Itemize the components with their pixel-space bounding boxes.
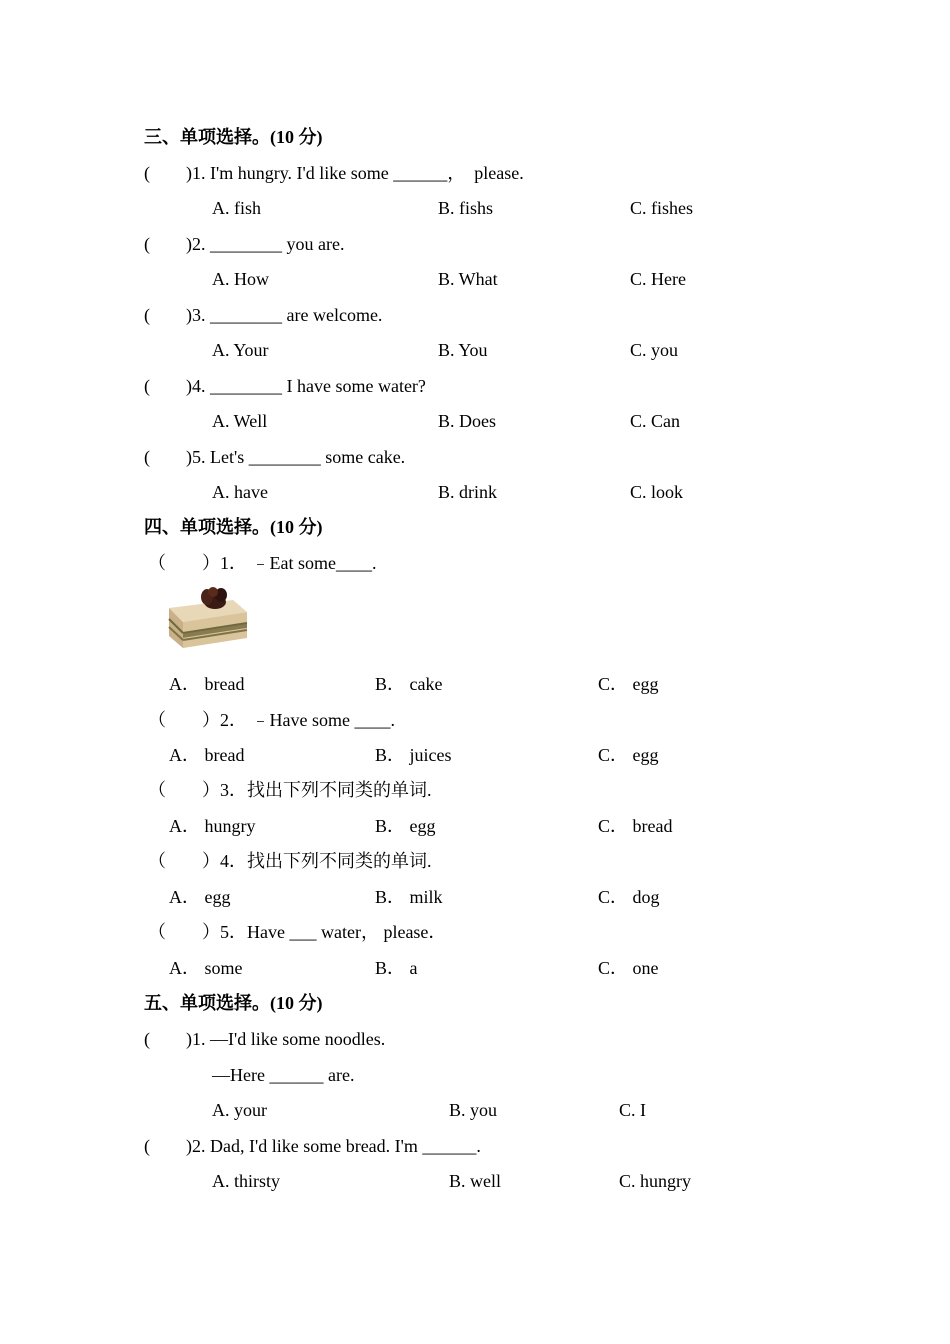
s4-q2-stem: （ ）2． ﹣Have some ____. — [148, 710, 395, 730]
s3-q2-stem: ( )2. ________ you are. — [144, 234, 345, 254]
s5-q1-stem: ( )1. —I'd like some noodles. — [144, 1029, 386, 1049]
s3-q5-option-b: B. drink — [438, 482, 498, 502]
s3-q4-option-b: B. Does — [438, 411, 496, 431]
s4-q4-option-a: A． egg — [169, 887, 231, 907]
s4-q4-option-c: C． dog — [598, 887, 660, 907]
s3-q4-stem: ( )4. ________ I have some water? — [144, 376, 426, 396]
s5-q1-stem-reply: —Here ______ are. — [212, 1065, 355, 1085]
section5-heading: 五、单项选择。(10 分) — [144, 993, 323, 1013]
s3-q1-option-a: A. fish — [212, 198, 261, 218]
s4-q5-option-c: C． one — [598, 958, 659, 978]
s4-q5-stem: （ ）5．Have ___ water， please． — [148, 922, 447, 942]
s4-q2-option-b: B． juices — [375, 745, 452, 765]
s4-q1-option-c: C． egg — [598, 674, 659, 694]
s4-q2-option-a: A． bread — [169, 745, 245, 765]
s3-q5-stem: ( )5. Let's ________ some cake. — [144, 447, 406, 467]
s5-q2-option-a: A. thirsty — [212, 1171, 281, 1191]
s4-q1-stem: （ ）1． ﹣Eat some____. — [148, 553, 377, 573]
s3-q3-option-b: B. You — [438, 340, 488, 360]
s3-q4-option-a: A. Well — [212, 411, 268, 431]
s3-q2-option-a: A. How — [212, 269, 269, 289]
s3-q3-option-c: C. you — [630, 340, 679, 360]
s5-q1-option-a: A. your — [212, 1100, 267, 1120]
s4-q2-option-c: C． egg — [598, 745, 659, 765]
section4-heading: 四、单项选择。(10 分) — [144, 517, 323, 537]
s4-q3-stem: （ ）3．找出下列不同类的单词. — [148, 780, 432, 800]
s4-q1-option-b: B． cake — [375, 674, 443, 694]
s3-q5-option-a: A. have — [212, 482, 268, 502]
s5-q1-option-c: C. I — [619, 1100, 646, 1120]
s4-q1-option-a: A． bread — [169, 674, 245, 694]
s5-q1-option-b: B. you — [449, 1100, 498, 1120]
s3-q4-option-c: C. Can — [630, 411, 681, 431]
section3-heading: 三、单项选择。(10 分) — [144, 127, 323, 147]
s4-q4-stem: （ ）4．找出下列不同类的单词. — [148, 851, 432, 871]
cake-image — [163, 586, 251, 652]
s5-q2-option-c: C. hungry — [619, 1171, 691, 1191]
s3-q3-stem: ( )3. ________ are welcome. — [144, 305, 383, 325]
s5-q2-option-b: B. well — [449, 1171, 501, 1191]
s3-q2-option-c: C. Here — [630, 269, 686, 289]
s5-q2-stem: ( )2. Dad, I'd like some bread. I'm ______. — [144, 1136, 481, 1156]
s4-q3-option-c: C． bread — [598, 816, 673, 836]
s3-q1-option-b: B. fishs — [438, 198, 494, 218]
s3-q1-stem: ( )1. I'm hungry. I'd like some ______， please. — [144, 163, 524, 183]
s4-q5-option-a: A． some — [169, 958, 243, 978]
s4-q3-option-a: A． hungry — [169, 816, 256, 836]
s3-q5-option-c: C. look — [630, 482, 684, 502]
s4-q4-option-b: B． milk — [375, 887, 443, 907]
s4-q3-option-b: B． egg — [375, 816, 436, 836]
s3-q3-option-a: A. Your — [212, 340, 269, 360]
s4-q5-option-b: B． a — [375, 958, 418, 978]
s3-q2-option-b: B. What — [438, 269, 498, 289]
s3-q1-option-c: C. fishes — [630, 198, 693, 218]
